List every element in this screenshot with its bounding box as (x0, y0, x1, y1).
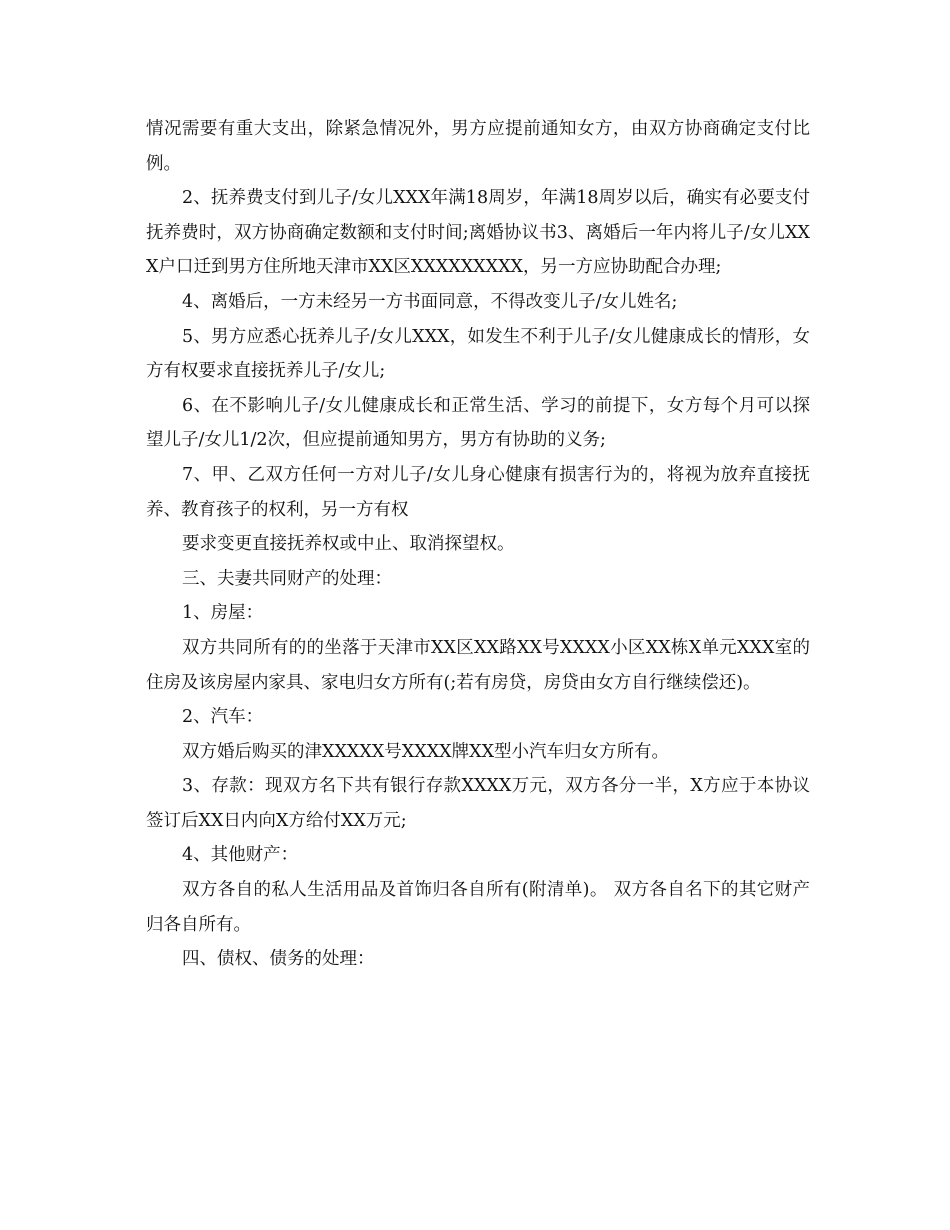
paragraph-4: 5、男方应悉心抚养儿子/女儿XXX，如发生不利于儿子/女儿健康成长的情形，女方有权要求直接抚养儿子/女儿; (146, 326, 810, 382)
paragraph-7: 要求变更直接抚养权或中止、取消探望权。 (182, 534, 515, 555)
subheading-house: 1、房屋： (182, 603, 264, 624)
paragraph-2: 2、抚养费支付到儿子/女儿XXX年满18周岁，年满18周岁以后，确实有必要支付抚养费时，双方协商确定数额和支付时间;离婚协议书3、离婚后一年内将儿子/女儿XXX户口迁到男方住所地天津市XX区XXXXXXXXX，另一方应协助配合办理; (146, 188, 810, 278)
paragraph-3: 4、离婚后，一方未经另一方书面同意，不得改变儿子/女儿姓名; (182, 291, 678, 312)
subheading-other-property: 4、其他财产： (182, 845, 299, 866)
paragraph-house: 双方共同所有的的坐落于天津市XX区XX路XX号XXXX小区XX栋X单元XXX室的住房及该房屋内家具、家电归女方所有(;若有房贷，房贷由女方自行继续偿还)。 (146, 637, 810, 693)
paragraph-6: 7、甲、乙双方任何一方对儿子/女儿身心健康有损害行为的，将视为放弃直接抚养、教育孩子的权利，另一方有权 (146, 464, 810, 520)
document-body (146, 112, 810, 977)
paragraph-savings: 3、存款：现双方名下共有银行存款XXXX万元，双方各分一半，X方应于本协议签订后XX日内向X方给付XX万元; (146, 776, 810, 831)
paragraph-1: 情况需要有重大支出，除紧急情况外，男方应提前通知女方，由双方协商确定支付比例。 (146, 119, 810, 174)
paragraph-car: 双方婚后购买的津XXXXX号XXXX牌XX型小汽车归女方所有。 (182, 741, 670, 762)
section-heading-property: 三、夫妻共同财产的处理： (182, 568, 392, 589)
paragraph-other-property: 双方各自的私人生活用品及首饰归各自所有(附清单)。 双方各自名下的其它财产归各自所有。 (146, 880, 810, 935)
subheading-car: 2、汽车： (182, 707, 264, 728)
section-heading-debts: 四、债权、债务的处理： (182, 949, 375, 970)
paragraph-5: 6、在不影响儿子/女儿健康成长和正常生活、学习的前提下，女方每个月可以探望儿子/女儿1/2次，但应提前通知男方，男方有协助的义务; (146, 395, 810, 451)
